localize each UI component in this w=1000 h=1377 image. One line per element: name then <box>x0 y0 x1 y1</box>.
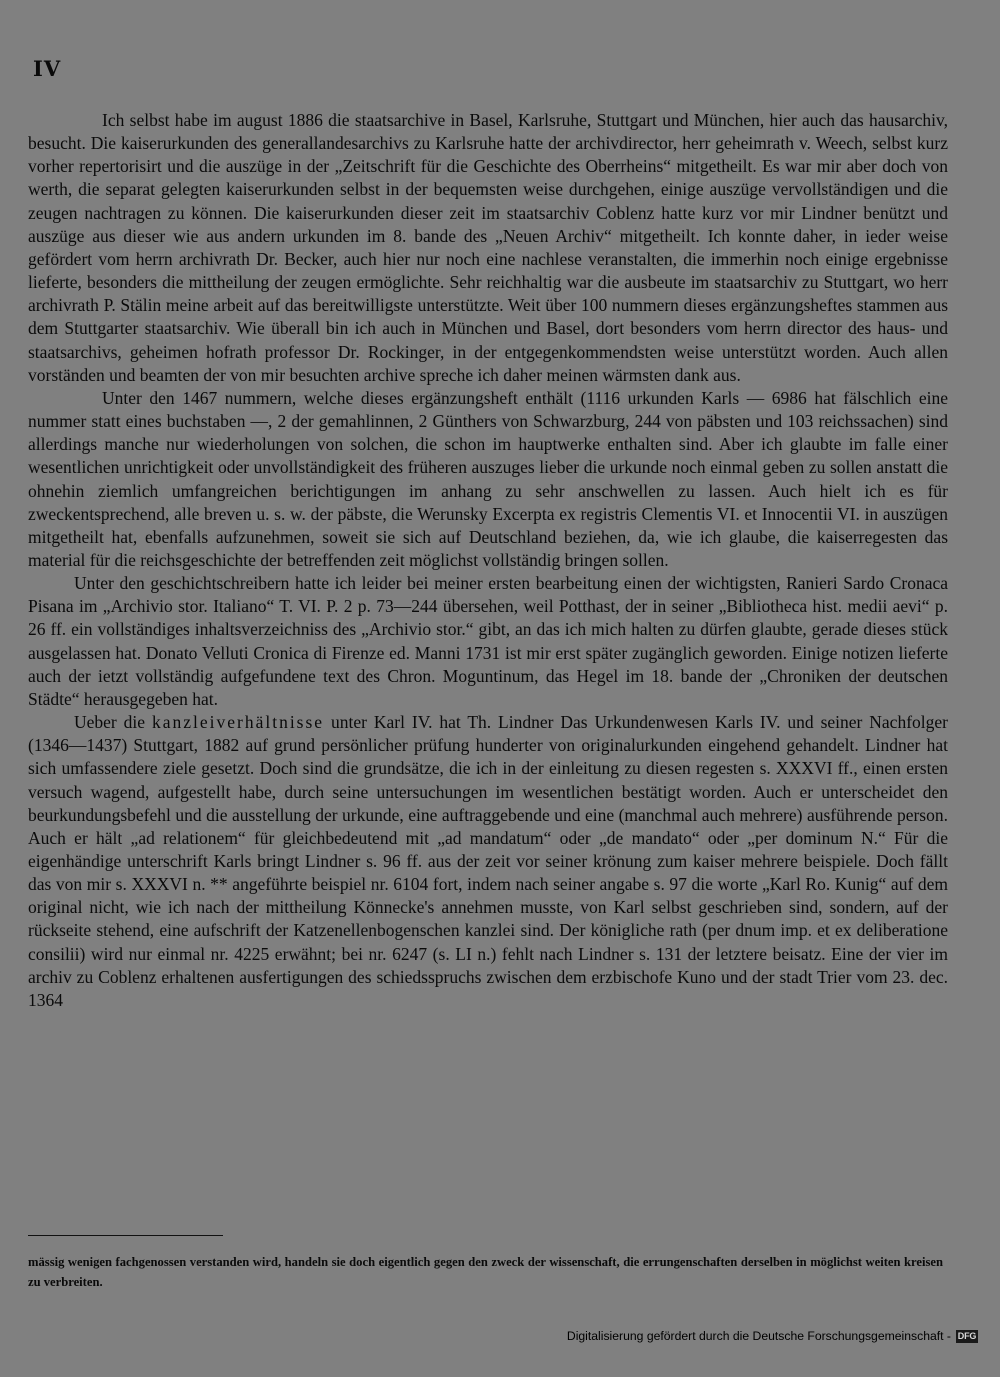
page-number: IV <box>33 56 62 81</box>
main-text <box>28 109 948 1012</box>
credit-text: Digitalisierung gefördert durch die Deutsche Forschungsgemeinschaft - <box>566 1329 951 1343</box>
paragraph-chancery-start: Ueber die <box>74 712 152 733</box>
spaced-term: kanzleiverhältnisse <box>151 712 325 733</box>
paragraph-numbers: Unter den 1467 nummern, welche dieses ergänzungsheft enthält (1116 urkunden Karls — 6986 hat fälschlich eine nummer statt eines buchstaben —, 2 der gemahlinnen, 2 Günthers von Schwarzburg, 244 von päbsten und 103 reichssachen) sind allerdings manche nur wiederholungen von solchen, die schon im hauptwerke enthalten sind. Aber ich glaubte im falle einer wesentlichen unrichtigkeit oder unvollständigkeit des früheren auszuges lieber die urkunde noch einmal geben zu sollen anstatt die ohnehin ziemlich umfangreichen berichtigungen im anhang zu sehr anschwellen zu lassen. Auch hielt ich es für zweckentsprechend, alle breven u. s. w. der päbste, die Werunsky Excerpta ex registris Clementis VI. et Innocentii VI. in auszügen mitgetheilt hat, ebenfalls aufzunehmen, soweit sie sich auf Deutschland beziehen, da, wie ich glaube, die kaiserregesten das material für die reichsgeschichte der betreffenden zeit möglichst vollständig bringen sollen. <box>28 387 948 570</box>
dfg-logo-icon: DFG <box>957 1331 977 1341</box>
paragraph-chancery <box>28 711 948 1012</box>
paragraph-chroniclers: Unter den geschichtschreibern hatte ich leider bei meiner ersten bearbeitung einen der wichtigsten, Ranieri Sardo Cronaca Pisana im „Archivio stor. Italiano“ T. VI. P. 2 p. 73—244 übersehen, weil Potthast, der in seiner „Bibliotheca hist. medii aevi“ p. 26 ff. ein vollständiges inhaltsverzeichniss des „Archivio stor.“ gibt, an das ich mich halten zu dürfen glaubte, gerade dieses stück ausgelassen hat. Donato Velluti Cronica di Firenze ed. Manni 1731 ist mir erst später zugänglich geworden. Einige notizen lieferte auch der ietzt vollständig aufgefundene text des Chron. Moguntinum, das Hegel im 18. bande der „Chroniken der deutschen Städte“ herausgegeben hat. <box>28 573 948 709</box>
digitization-credit <box>567 1329 978 1343</box>
footnote: mässig wenigen fachgenossen verstanden wird, handeln sie doch eigentlich gegen den zweck der wissenschaft, die errungenschaften derselben in möglichst weiten kreisen zu verbreiten. <box>28 1255 943 1289</box>
paragraph-archives: Ich selbst habe im august 1886 die staatsarchive in Basel, Karlsruhe, Stuttgart und München, hier auch das hausarchiv, besucht. Die kaiserurkunden des generallandesarchivs zu Karlsruhe hatte der archivdirector, herr geheimrath v. Weech, selbst kurz vorher repertorisirt und die auszüge in der „Zeitschrift für die Geschichte des Oberrheins“ mitgetheilt. Es war mir aber doch von werth, die separat gelegten kaiserurkunden selbst in der bequemsten weise durchgehen, einige auszüge vervollständigen und die zeugen nachtragen zu können. Die kaiserurkunden dieser zeit im staatsarchiv Coblenz hatte kurz vor mir Lindner benützt und auszüge aus dieser wie aus andern urkunden im 8. bande des „Neuen Archiv“ mitgetheilt. Ich konnte daher, in ieder weise gefördert vom herrn archivrath Dr. Becker, auch hier nur noch eine nachlese veranstalten, die immerhin noch einige ergebnisse lieferte, besonders die mittheilung der zeugen ermöglichte. Sehr reichhaltig war die ausbeute im staatsarchiv zu Stuttgart, wo herr archivrath P. Stälin meine arbeit auf das bereitwilligste unterstützte. Weit über 100 nummern dieses ergänzungsheftes stammen aus dem Stuttgarter staatsarchiv. Wie überall bin ich auch in München und Basel, dort besonders vom herrn director des haus- und staatsarchivs, geheimen hofrath professor Dr. Rockinger, in der entgegenkommendsten weise unterstützt worden. Auch allen vorständen und beamten der von mir besuchten archive spreche ich daher meinen wärmsten dank aus. <box>28 110 948 385</box>
footnote-divider <box>28 1235 223 1236</box>
paragraph-chancery-rest: unter Karl IV. hat Th. Lindner Das Urkundenwesen Karls IV. und seiner Nachfolger (1346—1437) Stuttgart, 1882 auf grund persönlicher prüfung hunderter von originalurkunden eingehend gehandelt. Lindner hat sich umfassendere ziele gesetzt. Doch sind die grundsätze, die ich in der einleitung zu diesen regesten s. XXXVI ff., einen ersten versuch wagend, aufgestellt habe, durch seine untersuchungen im wesentlichen bestätigt worden. Auch er unterscheidet den beurkundungsbefehl und die ausstellung der urkunde, eine auftraggebende und eine (manchmal auch mehrere) ausführende person. Auch er hält „ad relationem“ für gleichbedeutend mit „ad mandatum“ oder „de mandato“ oder „per dominum N.“ Für die eigenhändige unterschrift Karls bringt Lindner s. 96 ff. aus der zeit vor seiner krönung zum kaiser mehrere beispiele. Doch fällt das von mir s. XXXVI n. ** angeführte beispiel nr. 6104 fort, indem nach seiner angabe s. 97 die worte „Karl Ro. Kunig“ auf dem original nicht, wie ich nach der mittheilung Könnecke's annehmen musste, von Karl selbst geschrieben sind, sondern, auf der rückseite stehend, eine aufschrift der Katzenellenbogenschen kanzlei sind. Der königliche rath (per dnum imp. et ex deliberatione consilii) wird nur einmal nr. 4225 erwähnt; bei nr. 6247 (s. LI n.) fehlt nach Lindner s. 131 der letztere beisatz. Eine der vier im archiv zu Coblenz erhaltenen ausfertigungen des schiedsspruchs zwischen dem erzbischofe Kuno und der stadt Trier vom 23. dec. 1364 <box>28 712 948 1010</box>
